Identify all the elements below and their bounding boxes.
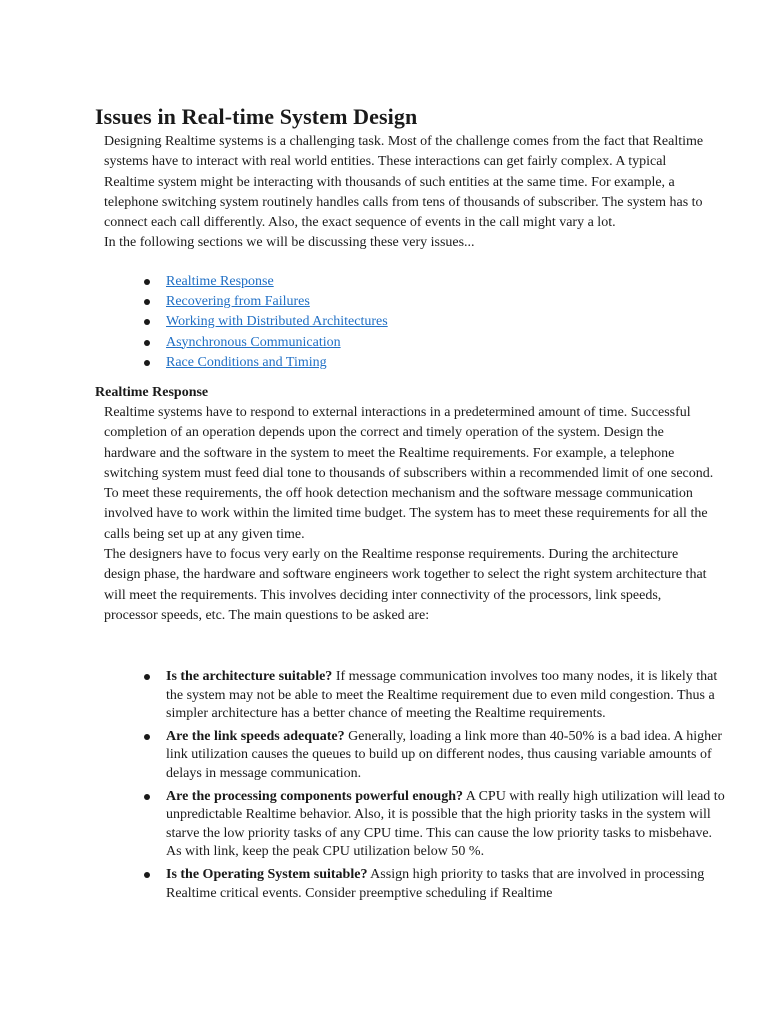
answer-text: Generally, loading a link more than 40-50% is a bad idea. A higher link utilization causes the queues to build up on different nodes, thus causing variable amounts of delays in message communication. (166, 728, 723, 781)
answer-text: A CPU with really high utilization will lead to unpredictable Realtime behavior. Also, it is possible that the high priority tasks in the system will starve the low priority tasks of any CPU time. This can cause the low priority tasks to misbehave. As with link, keep the peak CPU utilization below 50 %. (166, 788, 725, 860)
list-item (142, 292, 388, 312)
link-distributed-architectures[interactable]: Working with Distributed Architectures (166, 314, 388, 330)
list-item (142, 788, 726, 862)
page-title: Issues in Real-time System Design (95, 104, 418, 129)
bullet-icon (144, 279, 150, 285)
body-paragraph: Realtime systems have to respond to external interactions in a predetermined amount of time. Successful completion of an operation depends upon the correct and timely operation of the system. Design the hardware and the software in the system to meet the Realtime requirements. For example, a telephone switching system must feed dial tone to thousands of subscribers within a recommended limit of one second. To meet these requirements, the off hook detection mechanism and the software message communication involved have to work within the limited time budget. The system has to meet these requirements for all the calls being set up at any given time. (104, 405, 714, 542)
intro-paragraph: Designing Realtime systems is a challenging task. Most of the challenge comes from the fact that Realtime systems have to interact with real world entities. These interactions can get fairly complex. A typical Realtime system might be interacting with thousands of such entities at the same time. For example, a telephone switching system routinely handles calls from tens of thousands of subscriber. The system has to connect each call differently. Also, the exact sequence of events in the call might vary a lot. (104, 134, 704, 231)
list-item (142, 333, 388, 353)
question-text: Is the Operating System suitable? (166, 866, 368, 882)
realtime-response-body (104, 403, 714, 626)
bullet-icon (144, 794, 150, 800)
question-text: Are the link speeds adequate? (166, 728, 345, 744)
link-recovering-from-failures[interactable]: Recovering from Failures (166, 294, 310, 310)
link-asynchronous-communication[interactable]: Asynchronous Communication (166, 334, 341, 350)
question-text: Is the architecture suitable? (166, 669, 333, 684)
list-item (142, 728, 726, 784)
intro-section (104, 132, 714, 254)
bullet-icon (144, 360, 150, 366)
bullet-icon (144, 319, 150, 325)
body-paragraph: The designers have to focus very early on the Realtime response requirements. During the architecture design phase, the hardware and software engineers work together to select the right system architecture that will meet the requirements. This involves deciding inter connectivity of the processors, link speeds, processor speeds, etc. The main questions to be asked are: (104, 547, 707, 623)
answer-text: If message communication involves too many nodes, it is likely that the system may not be able to meet the Realtime requirement due to even mild congestion. Thus a simpler architecture has a better chance of meeting the Realtime requirements. (166, 669, 718, 722)
link-realtime-response[interactable]: Realtime Response (166, 274, 274, 289)
answer-text: Assign high priority to tasks that are involved in processing Realtime critical events. Consider preemptive scheduling if Realtime (166, 866, 705, 901)
bullet-icon (144, 299, 150, 305)
bullet-icon (144, 872, 150, 878)
section-heading-realtime-response: Realtime Response (95, 385, 209, 400)
list-item (142, 272, 388, 292)
bullet-icon (144, 340, 150, 346)
section-links-list (142, 272, 388, 373)
bullet-icon (144, 674, 150, 680)
question-text: Are the processing components powerful enough? (166, 788, 463, 804)
link-race-conditions[interactable]: Race Conditions and Timing (166, 354, 327, 370)
list-item (142, 353, 388, 373)
intro-lead-in: In the following sections we will be discussing these very issues... (104, 235, 475, 251)
list-item (142, 866, 726, 903)
bullet-icon (144, 734, 150, 740)
design-questions-list (142, 668, 726, 907)
list-item (142, 668, 726, 724)
list-item (142, 312, 388, 332)
